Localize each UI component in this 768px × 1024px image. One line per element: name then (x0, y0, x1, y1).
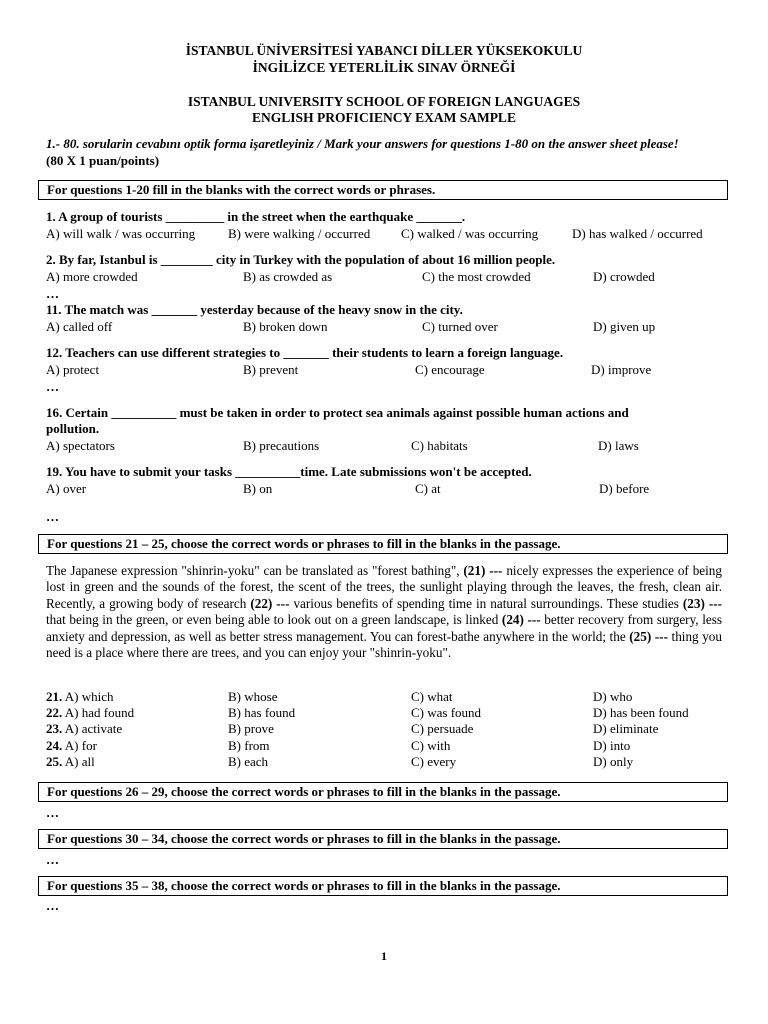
answer-21-option-d: D) who (593, 689, 633, 704)
blank-21: (21) --- (463, 563, 503, 578)
answer-25-option-c: C) every (411, 754, 457, 769)
q19-option-d: D) before (599, 481, 650, 496)
q2-option-c: C) the most crowded (422, 269, 531, 284)
blank-25: (25) --- (629, 628, 668, 644)
q16-option-d: D) laws (598, 438, 639, 453)
header-tr-line2: İNGİLİZCE YETERLİLİK SINAV ÖRNEĞİ (252, 60, 516, 75)
section2-header: For questions 21 – 25, choose the correct words or phrases to fill in the blanks in the passage. (38, 534, 728, 554)
page-number: 1 (381, 949, 387, 963)
q12-option-b: B) prevent (243, 362, 299, 377)
answer-21-option-c: C) what (411, 689, 453, 704)
q1-option-b: B) were walking / occurred (228, 226, 371, 241)
answer-24-option-b: B) from (228, 738, 270, 753)
question-11-stem: 11. The match was _______ yesterday because of the heavy snow in the city. (46, 302, 463, 317)
q1-option-c: C) walked / was occurring (401, 226, 539, 241)
header-en-line1: ISTANBUL UNIVERSITY SCHOOL OF FOREIGN LANGUAGES (187, 94, 581, 109)
answer-number: 24. (46, 738, 63, 753)
blank-24: (24) --- (501, 612, 541, 628)
q12-option-a: A) protect (46, 362, 100, 377)
answer-number: 23. (46, 721, 63, 736)
answer-number: 21. (46, 689, 63, 704)
instructions-points: (80 X 1 puan/points) (46, 153, 160, 168)
question-19-stem: 19. You have to submit your tasks __________time. Late submissions won't be accepted. (46, 464, 532, 479)
question-16-stem-cont: pollution. (46, 421, 100, 436)
answer-24-option-c: C) with (411, 738, 451, 753)
answer-22-option-c: C) was found (411, 705, 482, 720)
answer-24-option-d: D) into (593, 738, 631, 753)
passage-text: thing you need is a place where there are trees, and you can enjoy your "shinrin-yoku". (46, 628, 722, 661)
blank-23: (23) --- (682, 595, 722, 611)
answer-option-a: A) which (62, 689, 114, 704)
q1-option-d: D) has walked / occurred (572, 226, 703, 241)
answer-option-a: A) had found (62, 705, 135, 720)
blank-22: (22) --- (250, 595, 290, 611)
answer-number: 25. (46, 754, 63, 769)
answer-23-option-b: B) prove (228, 721, 274, 736)
q2-option-a: A) more crowded (46, 269, 138, 284)
header-tr-line1: İSTANBUL ÜNİVERSİTESİ YABANCI DİLLER YÜKSEKOKULU (185, 43, 583, 58)
passage-text: various benefits of spending time in natural surroundings. These studies (289, 595, 683, 611)
answer-row-24 (46, 739, 97, 752)
passage-text: that being in the green, or even being able to look out on a green landscape, is linked (46, 595, 736, 628)
q16-option-c: C) habitats (411, 438, 468, 453)
answer-option-a: A) activate (62, 721, 123, 736)
ellipsis: … (46, 379, 59, 394)
answer-25-option-b: B) each (228, 754, 269, 769)
q12-option-c: C) encourage (415, 362, 485, 377)
passage-text: better recovery from surgery, less anxiety and depression, as well as better stress management. You can forest-bathe anywhere in the world; the (46, 612, 722, 644)
ellipsis: … (46, 805, 59, 820)
question-1-stem: 1. A group of tourists _________ in the street when the earthquake _______. (46, 209, 466, 224)
q2-option-d: D) crowded (593, 269, 655, 284)
question-2-stem: 2. By far, Istanbul is ________ city in Turkey with the population of about 16 million people. (46, 252, 556, 267)
instructions-line: 1.- 80. sorularin cevabını optik forma işaretleyiniz / Mark your answers for questions 1-80 on the answer sheet please! (46, 136, 679, 151)
answer-option-a: A) for (62, 738, 97, 753)
answer-25-option-d: D) only (593, 754, 634, 769)
answer-23-option-d: D) eliminate (593, 721, 659, 736)
q11-option-c: C) turned over (422, 319, 498, 334)
q11-option-a: A) called off (46, 319, 113, 334)
answer-row-22 (46, 706, 134, 719)
section4-header: For questions 30 – 34, choose the correct words or phrases to fill in the blanks in the passage. (38, 829, 728, 849)
q11-option-b: B) broken down (243, 319, 328, 334)
question-12-stem: 12. Teachers can use different strategies to _______ their students to learn a foreign language. (46, 345, 564, 360)
q11-option-d: D) given up (593, 319, 656, 334)
passage-text: nicely expresses the experience of being lost in green and the sounds of the forest, the scent of the trees, the sunlight playing through the leaves, the fresh, clean air. Recently, a growing body of research (46, 563, 722, 611)
passage (46, 563, 736, 661)
q16-option-a: A) spectators (46, 438, 115, 453)
q1-option-a: A) will walk / was occurring (46, 226, 196, 241)
q2-option-b: B) as crowded as (243, 269, 333, 284)
ellipsis: … (46, 898, 59, 913)
ellipsis: … (46, 852, 59, 867)
header-en-line2: ENGLISH PROFICIENCY EXAM SAMPLE (252, 110, 516, 125)
answer-22-option-d: D) has been found (593, 705, 689, 720)
answer-23-option-c: C) persuade (411, 721, 474, 736)
answer-22-option-b: B) has found (228, 705, 296, 720)
answer-option-a: A) all (62, 754, 95, 769)
answer-number: 22. (46, 705, 63, 720)
q16-option-b: B) precautions (243, 438, 320, 453)
answer-21-option-b: B) whose (228, 689, 278, 704)
answer-row-21 (46, 690, 114, 703)
answer-row-25 (46, 755, 95, 768)
ellipsis: … (46, 509, 59, 524)
ellipsis: … (46, 286, 59, 301)
section1-header: For questions 1-20 fill in the blanks with the correct words or phrases. (38, 180, 728, 200)
q19-option-a: A) over (46, 481, 87, 496)
answer-row-23 (46, 722, 122, 735)
section5-header: For questions 35 – 38, choose the correct words or phrases to fill in the blanks in the passage. (38, 876, 728, 896)
section3-header: For questions 26 – 29, choose the correct words or phrases to fill in the blanks in the passage. (38, 782, 728, 802)
q19-option-c: C) at (415, 481, 441, 496)
question-16-stem: 16. Certain __________ must be taken in order to protect sea animals against possible human actions and (46, 405, 629, 420)
passage-text: The Japanese expression "shinrin-yoku" can be translated as "forest bathing", (46, 563, 464, 578)
q19-option-b: B) on (243, 481, 273, 496)
q12-option-d: D) improve (591, 362, 652, 377)
